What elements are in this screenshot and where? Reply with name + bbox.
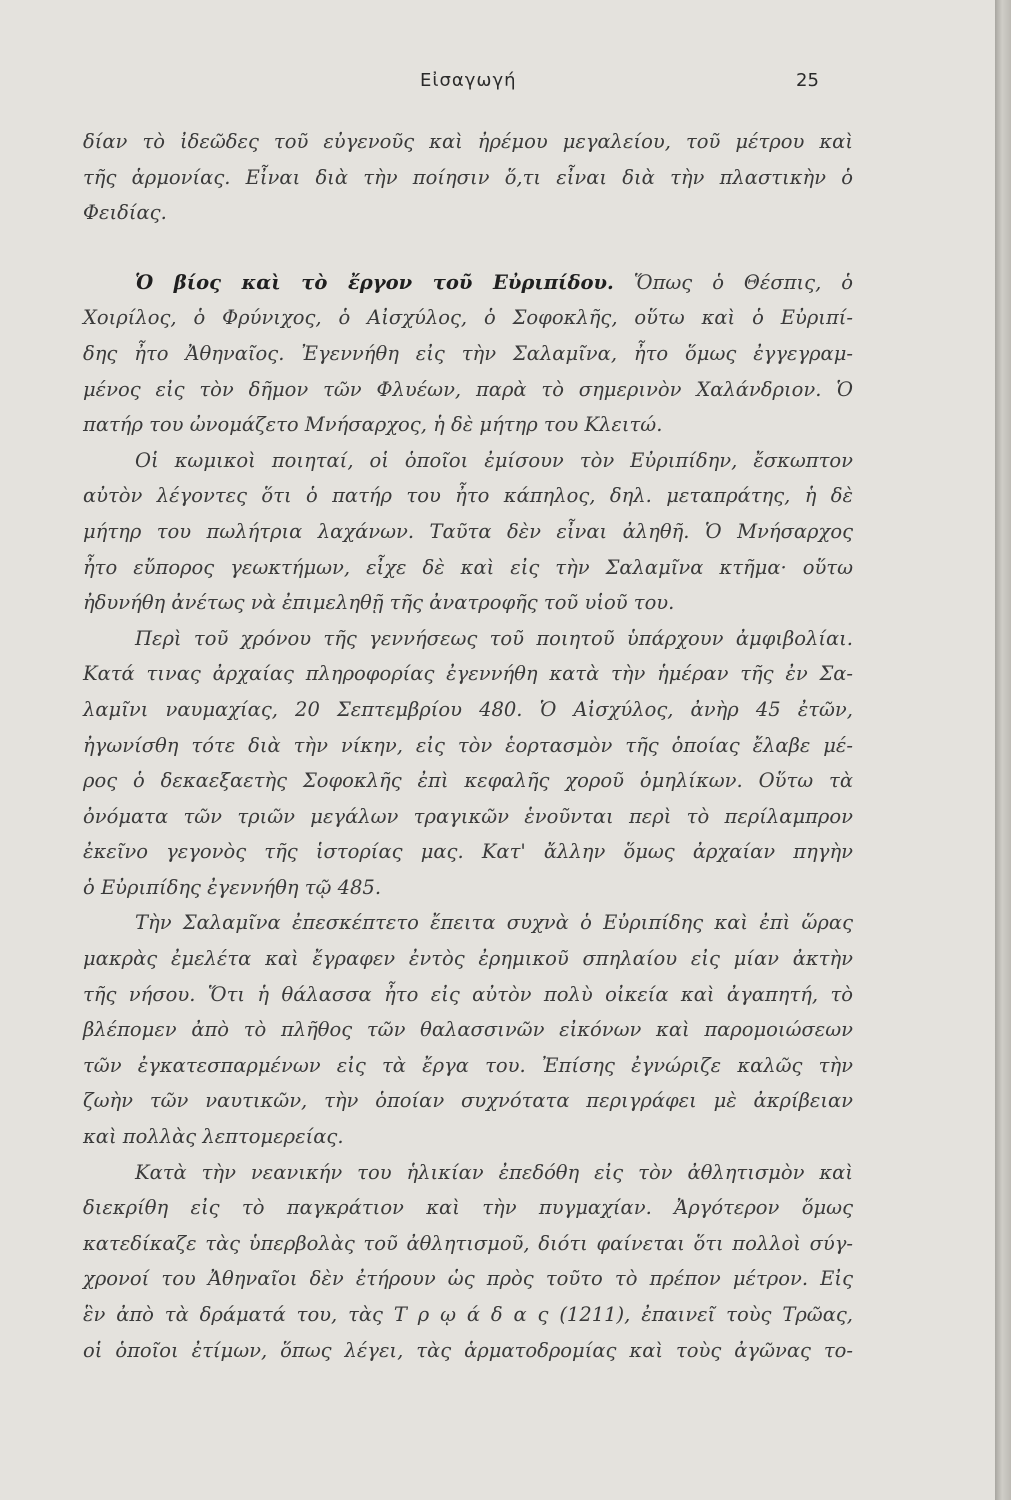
text-line: δης ἦτο Ἀθηναῖος. Ἐγεννήθη εἰς τὴν Σαλαμῖνα, ἦτο ὅμως ἐγγεγραμ- (83, 341, 853, 365)
text-line: Τὴν Σαλαμῖνα ἐπεσκέπτετο ἔπειτα συχνὰ ὁ Εὐριπίδης καὶ ἐπὶ ὥρας (135, 911, 853, 935)
text-line: Χοιρίλος, ὁ Φρύνιχος, ὁ Αἰσχύλος, ὁ Σοφοκλῆς, οὕτω καὶ ὁ Εὐριπί- (83, 306, 853, 330)
text-line: καὶ πολλὰς λεπτομερείας. (83, 1125, 344, 1149)
text-line: Κατά τινας ἀρχαίας πληροφορίας ἐγεννήθη κατὰ τὴν ἡμέραν τῆς ἐν Σα- (83, 662, 853, 686)
text-line: ὁ Εὐριπίδης ἐγεννήθη τῷ 485. (83, 875, 382, 899)
text-line: τῶν ἐγκατεσπαρμένων εἰς τὰ ἔργα του. Ἐπίσης ἐγνώριζε καλῶς τὴν (83, 1053, 853, 1077)
text-line: ἦτο εὔπορος γεωκτήμων, εἶχε δὲ καὶ εἰς τὴν Σαλαμῖνα κτῆμα· οὕτω (83, 555, 853, 579)
text-line: λαμῖνι ναυμαχίας, 20 Σεπτεμβρίου 480. Ὁ Αἰσχύλος, ἀνὴρ 45 ἐτῶν, (83, 697, 853, 721)
page-number: 25 (796, 70, 819, 91)
section-heading: Ὁ βίος καὶ τὸ ἔργον τοῦ Εὐριπίδου. (135, 270, 614, 294)
text-line: ἠγωνίσθη τότε διὰ τὴν νίκην, εἰς τὸν ἑορτασμὸν τῆς ὁποίας ἔλαβε μέ- (83, 733, 853, 757)
text-line: Περὶ τοῦ χρόνου τῆς γεννήσεως τοῦ ποιητοῦ ὑπάρχουν ἀμφιβολίαι. (135, 626, 853, 650)
text-line: χρονοί του Ἀθηναῖοι δὲν ἐτήρουν ὡς πρὸς τοῦτο τὸ πρέπον μέτρον. Εἰς (83, 1267, 853, 1291)
chapter-title: Εἰσαγωγή (420, 70, 517, 91)
text-line: ἠδυνήθη ἀνέτως νὰ ἐπιμεληθῇ τῆς ἀνατροφῆς τοῦ υἱοῦ του. (83, 591, 675, 615)
text-line: οἱ ὁποῖοι ἐτίμων, ὅπως λέγει, τὰς ἁρματοδρομίας καὶ τοὺς ἀγῶνας το- (83, 1338, 853, 1362)
text-line: τῆς νήσου. Ὅτι ἡ θάλασσα ἦτο εἰς αὐτὸν πολὺ οἰκεία καὶ ἀγαπητή, τὸ (83, 982, 853, 1006)
section-line-rest: Ὅπως ὁ Θέσπις, ὁ (633, 270, 853, 294)
running-head (0, 70, 995, 100)
text-line: αὐτὸν λέγοντες ὅτι ὁ πατήρ του ἦτο κάπηλος, δηλ. μεταπράτης, ἡ δὲ (83, 484, 853, 508)
text-line: ἓν ἀπὸ τὰ δράματά του, τὰς Τ ρ ῳ ά δ α ς (1211), ἐπαινεῖ τοὺς Τρῶας, (83, 1303, 853, 1326)
section-line (83, 265, 853, 301)
text-line: μακρὰς ἐμελέτα καὶ ἔγραφεν ἐντὸς ἐρημικοῦ σπηλαίου εἰς μίαν ἀκτὴν (83, 947, 853, 971)
text-line: πατήρ του ὠνομάζετο Μνήσαρχος, ἡ δὲ μήτηρ του Κλειτώ. (83, 413, 663, 437)
text-line: ὀνόματα τῶν τριῶν μεγάλων τραγικῶν ἑνοῦνται περὶ τὸ περίλαμπρον (83, 804, 853, 828)
text-line: δίαν τὸ ἰδεῶδες τοῦ εὐγενοῦς καὶ ἠρέμου μεγαλείου, τοῦ μέτρου καὶ (83, 130, 853, 153)
body-text (83, 124, 853, 1368)
page-edge-shadow (995, 0, 1011, 1500)
text-line: Κατὰ τὴν νεανικήν του ἡλικίαν ἐπεδόθη εἰς τὸν ἀθλητισμὸν καὶ (135, 1160, 853, 1184)
text-line: μένος εἰς τὸν δῆμον τῶν Φλυέων, παρὰ τὸ σημερινὸν Χαλάνδριον. Ὁ (83, 377, 853, 401)
text-line: Οἱ κωμικοὶ ποιηταί, οἱ ὁποῖοι ἐμίσουν τὸν Εὐριπίδην, ἔσκωπτον (135, 448, 853, 472)
text-line: ἐκεῖνο γεγονὸς τῆς ἱστορίας μας. Κατ' ἄλλην ὅμως ἀρχαίαν πηγὴν (83, 840, 853, 864)
text-line: τῆς ἁρμονίας. Εἶναι διὰ τὴν ποίησιν ὅ,τι εἶναι διὰ τὴν πλαστικὴν ὁ (83, 165, 853, 189)
text-line: ζωὴν τῶν ναυτικῶν, τὴν ὁποίαν συχνότατα περιγράφει μὲ ἀκρίβειαν (83, 1089, 853, 1113)
text-line: κατεδίκαζε τὰς ὑπερβολὰς τοῦ ἀθλητισμοῦ, διότι φαίνεται ὅτι πολλοὶ σύγ- (83, 1231, 853, 1255)
text-line: διεκρίθη εἰς τὸ παγκράτιον καὶ τὴν πυγμαχίαν. Ἀργότερον ὅμως (83, 1196, 853, 1220)
text-line: βλέπομεν ἀπὸ τὸ πλῆθος τῶν θαλασσινῶν εἰκόνων καὶ παρομοιώσεων (83, 1018, 853, 1042)
text-line: μήτηρ του πωλήτρια λαχάνων. Ταῦτα δὲν εἶναι ἀληθῆ. Ὁ Μνήσαρχος (83, 519, 853, 543)
text-line: Φειδίας. (83, 201, 167, 225)
text-line: ρος ὁ δεκαεξαετὴς Σοφοκλῆς ἐπὶ κεφαλῆς χοροῦ ὁμηλίκων. Οὕτω τὰ (83, 769, 853, 793)
